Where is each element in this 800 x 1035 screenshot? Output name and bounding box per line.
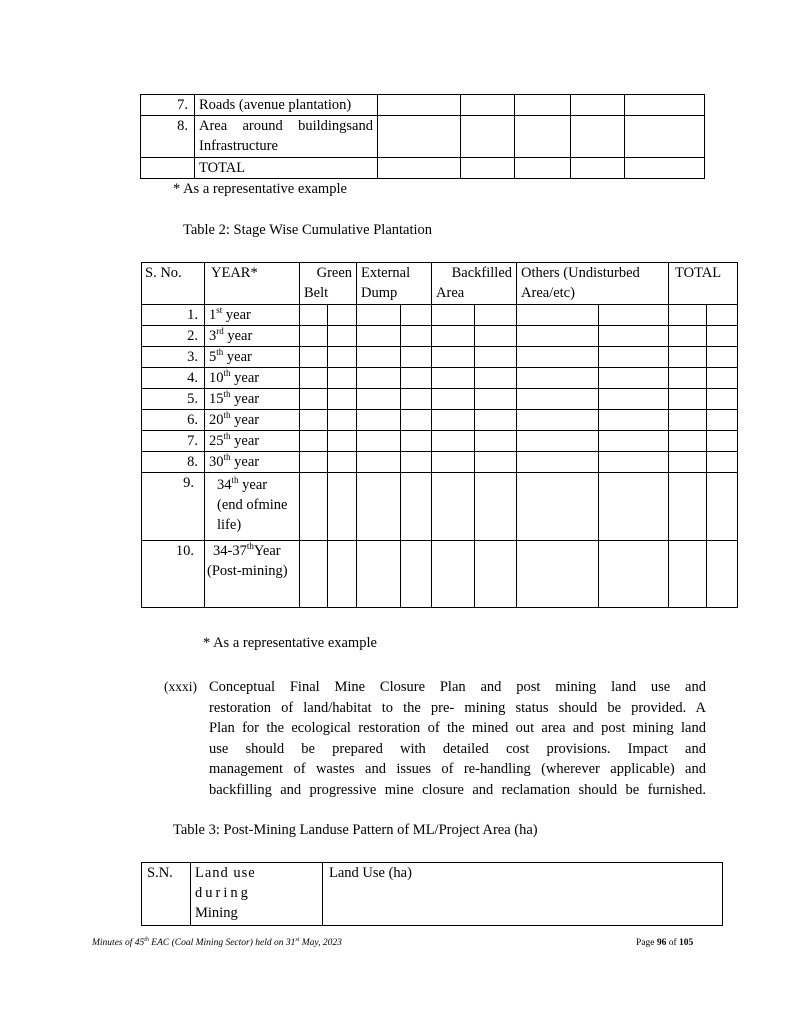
list-marker: (xxxi) (164, 679, 197, 694)
table-row: 2. 3rd year (142, 326, 738, 347)
table-2-caption: Table 2: Stage Wise Cumulative Plantation (183, 222, 433, 238)
year-cell: 5th year (205, 347, 300, 368)
table-row: 3. 5th year (142, 347, 738, 368)
header-land-use-ha: Land Use (ha) (323, 863, 723, 926)
header-sn: S.N. (142, 863, 191, 926)
table-row: 8. 30th year (142, 452, 738, 473)
table-3-caption: Table 3: Post-Mining Landuse Pattern of ML/Project Area (ha) (173, 822, 538, 838)
header-land-use-during-mining: Land use during Mining (191, 863, 323, 926)
table-row: 5. 15th year (142, 389, 738, 410)
paragraph-xxxi: Conceptual Final Mine Closure Plan and post mining land use and restoration of land/habitat to the pre- mining status should be provided. A Plan for the ecological restoration of the mined out area and post mining land use should be prepared with detailed cost provisions. Impact and management of wastes and issues of re-handling (wherever applicable) and backfilling and progressive mine closure and reclamation should be furnished. (209, 679, 706, 798)
table-1-footnote: * As a representative example (173, 181, 347, 197)
table-row: 9. 34th year (end ofmine life) (142, 473, 738, 541)
year-cell: 3rd year (205, 326, 300, 347)
table-row: 10. 34-37thYear (Post-mining) (142, 541, 738, 608)
header-external-dump: External Dump (357, 263, 432, 305)
table-row: 4. 10th year (142, 368, 738, 389)
header-backfilled-area: Backfilled Area (432, 263, 517, 305)
table-header-row (142, 263, 738, 305)
footer-page-number: Page 96 of 105 (636, 938, 694, 948)
table-header-row (142, 863, 723, 926)
header-others: Others (Undisturbed Area/etc) (517, 263, 669, 305)
table-2-stage-wise-plantation (141, 262, 738, 608)
year-cell: 34-37thYear (Post-mining) (205, 541, 300, 608)
year-cell: 15th year (205, 389, 300, 410)
table-2-footnote: * As a representative example (203, 635, 377, 651)
header-total: TOTAL (669, 263, 738, 305)
table-row: 6. 20th year (142, 410, 738, 431)
table-row (141, 95, 705, 116)
year-cell: 20th year (205, 410, 300, 431)
table-1-continued (140, 94, 705, 179)
year-cell: 25th year (205, 431, 300, 452)
year-cell: 30th year (205, 452, 300, 473)
year-cell: 34th year (end ofmine life) (205, 473, 300, 541)
table-row (141, 116, 705, 158)
serial-number: 7. (141, 95, 195, 116)
plantation-area-label: Roads (avenue plantation) (195, 95, 378, 116)
header-sno: S. No. (142, 263, 205, 305)
total-label: TOTAL (195, 158, 378, 179)
header-green-belt: Green Belt (300, 263, 357, 305)
footer-meeting-info: Minutes of 45th EAC (Coal Mining Sector) held on 31st May, 2023 (92, 937, 342, 948)
year-cell: 1st year (205, 305, 300, 326)
plantation-area-label: Area around buildingsand Infrastructure (195, 116, 378, 158)
year-cell: 10th year (205, 368, 300, 389)
table-row (141, 158, 705, 179)
serial-number: 8. (141, 116, 195, 158)
table-row: 7. 25th year (142, 431, 738, 452)
header-year: YEAR* (205, 263, 300, 305)
table-row: 1. 1st year (142, 305, 738, 326)
table-3-post-mining-landuse (141, 862, 723, 926)
